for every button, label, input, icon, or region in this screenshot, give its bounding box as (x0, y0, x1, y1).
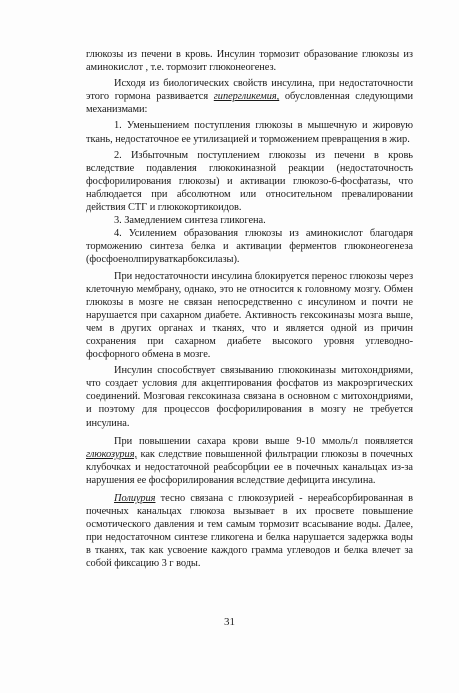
glucosuria-term: глюкозурия, (86, 448, 138, 460)
glucosuria-text-start: При повышении сахара крови выше 9-10 ммоль/л появляется (114, 435, 413, 447)
hyperglycemia-text-end: обусловленная следующими механизмами: (86, 91, 414, 116)
hyperglycemia-term: гипергликемия, (213, 91, 280, 103)
polyuria-text: тесно связана с глюкозурией - нереабсорбированная в почечных канальцах глюкоза вызывает в их просвете повышение осмотического давления и тем самым тормозит всасывание воды. Далее, при недостаточном синтезе гликогена и белка нарушается задержка воды в тканях, так как усвоение каждого грамма углеводов и белка влечет за собой фиксацию 3 г воды. (86, 493, 413, 570)
mechanism-item-2: 2. Избыточным поступлением глюкозы из печени в кровь вследствие подавления глюкокиназной реакции (недостаточность фосфорилирования глюкозы) и активации глюкозо-6-фосфатазы, что наблюдается при абсолютном или относительном превалировании действия СТГ и глюкокортикоидов. (86, 149, 413, 214)
hyperglycemia-paragraph (86, 77, 413, 116)
mechanism-item-4: 4. Усилением образования глюкозы из аминокислот благодаря торможению синтеза белка и активации ферментов глюконеогенеза (фосфоенолпируваткарбоксилазы). (86, 228, 413, 266)
intro-paragraph: глюкозы из печени в кровь. Инсулин тормозит образование глюкозы из аминокислот , т.е. тормозит глюконеогенез. (86, 49, 413, 74)
polyuria-paragraph (86, 492, 413, 571)
glucosuria-paragraph (86, 435, 413, 487)
glucosuria-text-end: как следствие повышенной фильтрации глюкозы в почечных клубочках и недостаточной реабсорбции ее в почечных канальцах из-за нарушения ее фосфорилирования вследствие дефицита инсулина. (86, 448, 413, 486)
mechanism-item-1: 1. Уменьшением поступления глюкозы в мышечную и жировую ткань, недостаточное ее утилизацией и торможением превращения в жир. (86, 120, 413, 145)
mechanism-item-3: 3. Замедлением синтеза гликогена. (114, 215, 266, 227)
polyuria-term: Полиурия (114, 493, 156, 504)
hyperglycemia-text-start: Исходя из биологических свойств инсулина, при недостаточности этого гормона развивается (86, 78, 413, 103)
glucokinase-paragraph: Инсулин способствует связыванию глюкокиназы митохондриями, что создает условия для акцептирования фосфатов из макроэргических соединений. Мозговая гексокиназа связана в основном с митохондриями, и поэтому для процессов фосфорилирования в мозгу не требуется инсулина. (86, 365, 413, 429)
insulin-transport-paragraph: При недостаточности инсулина блокируется перенос глюкозы через клеточную мембрану, однако, это не относится к головному мозгу. Обмен глюкозы в мозге не связан непосредственно с инсулином и почти не нарушается при сахарном диабете. Активность гексокиназы мозга выше, чем в других органах и тканях, что и является одной из причин сохранения при сахарном диабете высокого уровня углеводно-фосфорного обмена в мозге. (86, 270, 413, 361)
page-number: 31 (224, 616, 235, 628)
page-body (86, 48, 413, 571)
